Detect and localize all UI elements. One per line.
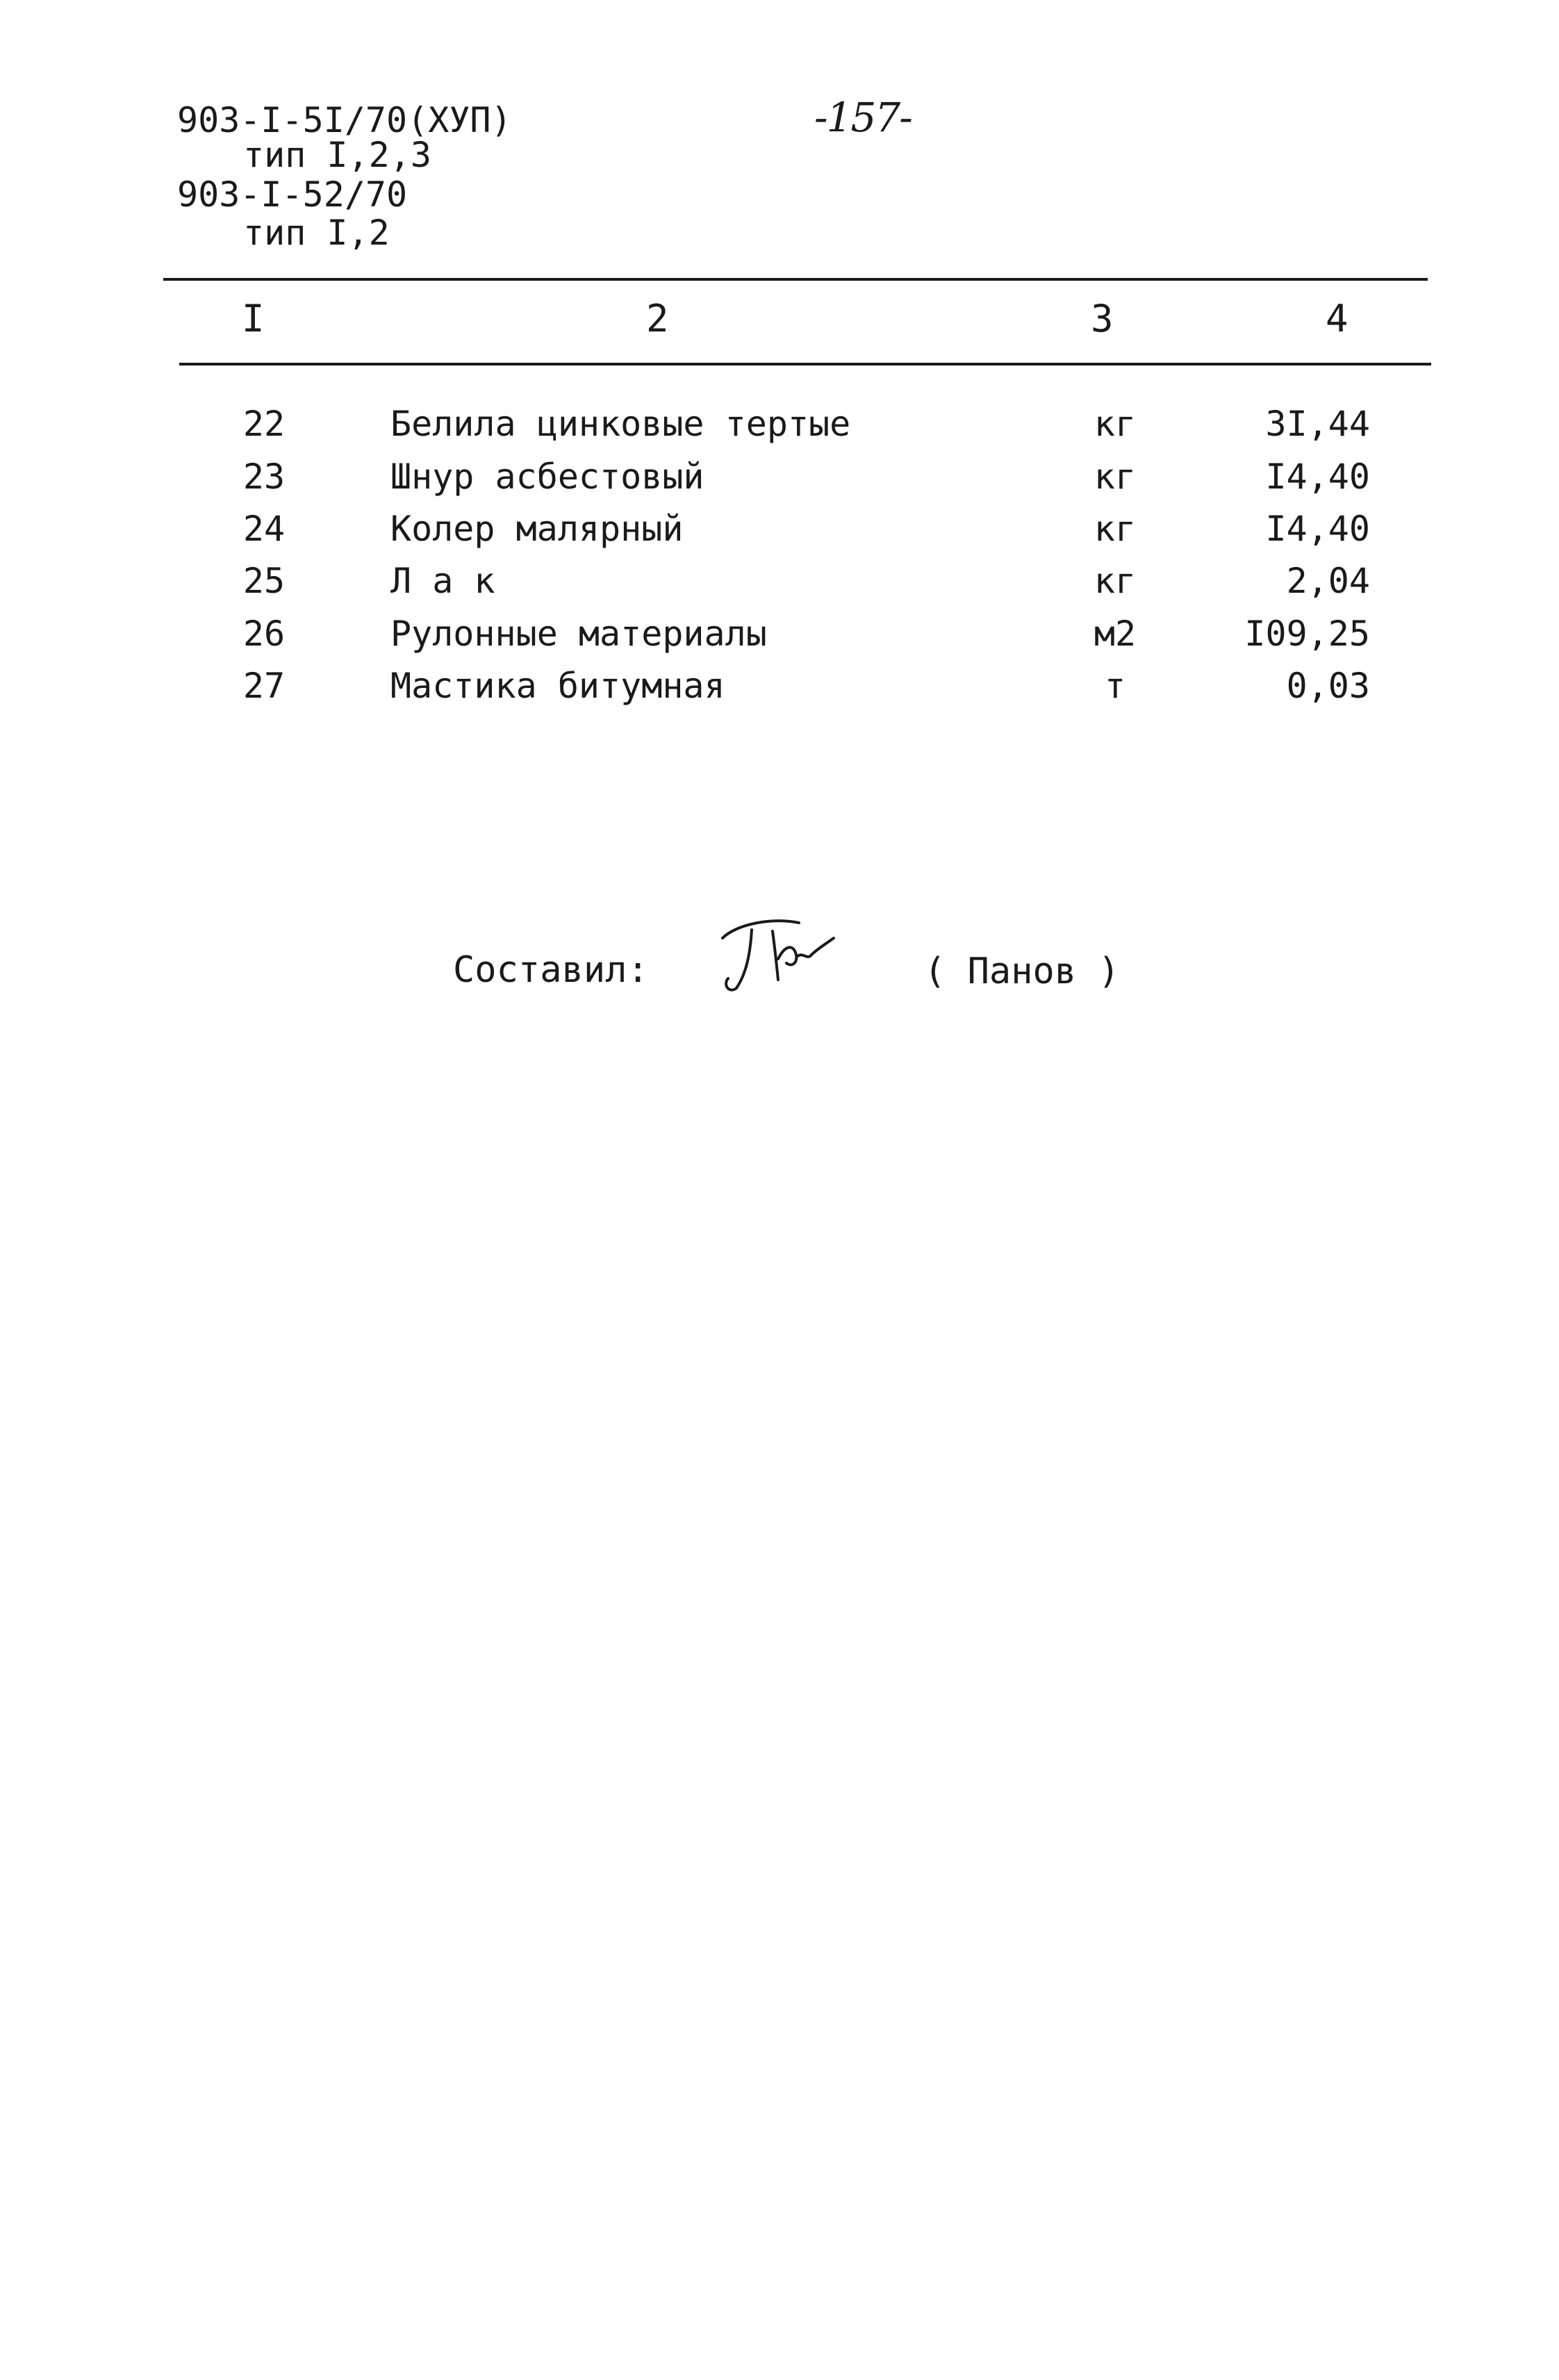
row-number: 23 (242, 457, 286, 497)
unit: т (1104, 666, 1126, 706)
table-row (0, 459, 1559, 501)
unit: м2 (1094, 614, 1137, 654)
doc-code-line-1: 903-I-5I/70(XУП) (177, 100, 512, 140)
doc-code-line-2: 903-I-52/70 (177, 174, 408, 215)
quantity: I4,40 (1265, 457, 1370, 497)
quantity: I4,40 (1265, 509, 1370, 549)
material-name: Рулонные материалы (390, 614, 767, 654)
table-row (0, 668, 1559, 710)
material-name: Колер малярный (390, 509, 684, 549)
row-number: 25 (242, 561, 286, 601)
unit: кг (1094, 561, 1137, 601)
signature (709, 903, 848, 1001)
column-header-2: 2 (646, 297, 669, 340)
material-name: Л а к (390, 561, 495, 601)
doc-type-line-2: тип I,2 (243, 213, 390, 253)
table-row (0, 616, 1559, 658)
unit: кг (1094, 509, 1137, 549)
doc-type-line-1: тип I,2,3 (243, 135, 431, 175)
table-header-rule (179, 363, 1431, 366)
quantity: 0,03 (1286, 666, 1370, 706)
material-name: Мастика битумная (390, 666, 725, 706)
quantity: I09,25 (1244, 614, 1370, 654)
compiler-name: ( Панов ) (924, 951, 1120, 992)
row-number: 22 (242, 404, 286, 444)
row-number: 26 (242, 614, 286, 654)
unit: кг (1094, 404, 1137, 444)
material-name: Белила цинковые тертые (390, 404, 851, 444)
column-header-1: I (242, 297, 265, 340)
column-header-3: 3 (1091, 297, 1114, 340)
compiled-by-label: Составил: (453, 949, 649, 991)
table-row (0, 561, 1559, 605)
column-header-4: 4 (1326, 297, 1348, 340)
quantity: 3I,44 (1265, 404, 1370, 444)
quantity: 2,04 (1286, 561, 1370, 601)
table-row (0, 511, 1559, 553)
signature-stroke (723, 921, 834, 990)
table-row (0, 404, 1559, 448)
unit: кг (1094, 457, 1137, 497)
material-name: Шнур асбестовый (390, 457, 704, 497)
row-number: 24 (242, 509, 286, 549)
row-number: 27 (242, 666, 286, 706)
table-top-rule (163, 278, 1428, 281)
page-number: -157- (814, 94, 912, 141)
